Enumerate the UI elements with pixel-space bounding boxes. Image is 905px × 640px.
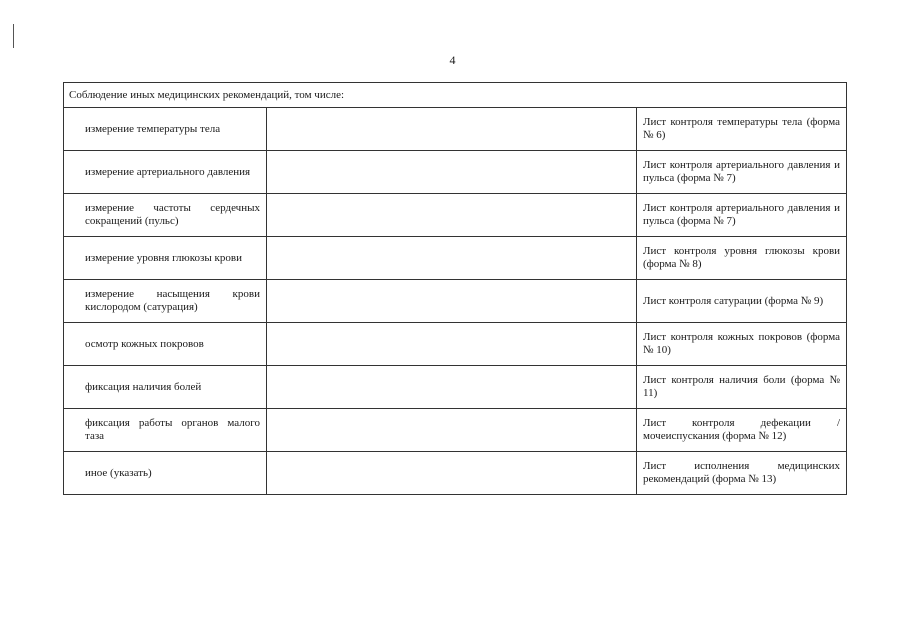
table-row (64, 151, 847, 194)
item-form-cell: Лист контроля сатурации (форма № 9) (637, 280, 847, 323)
item-name-cell: измерение артериального давления (64, 151, 267, 194)
item-entry-cell[interactable] (267, 108, 637, 151)
recommendations-table (63, 82, 847, 495)
item-entry-cell[interactable] (267, 409, 637, 452)
table-row (64, 323, 847, 366)
table-row (64, 237, 847, 280)
item-entry-cell[interactable] (267, 194, 637, 237)
table-row (64, 194, 847, 237)
scan-edge-mark (13, 24, 14, 48)
table-row (64, 108, 847, 151)
table-row (64, 452, 847, 495)
table-row (64, 409, 847, 452)
item-form-cell: Лист контроля наличия боли (форма № 11) (637, 366, 847, 409)
item-entry-cell[interactable] (267, 366, 637, 409)
item-form-cell: Лист контроля артериального давления и пульса (форма № 7) (637, 151, 847, 194)
table-header-row (64, 83, 847, 108)
item-entry-cell[interactable] (267, 452, 637, 495)
item-form-cell: Лист исполнения медицинских рекомендаций (форма № 13) (637, 452, 847, 495)
item-form-cell: Лист контроля кожных покровов (форма № 10) (637, 323, 847, 366)
item-entry-cell[interactable] (267, 280, 637, 323)
item-name-cell: осмотр кожных покровов (64, 323, 267, 366)
item-name-cell: измерение насыщения крови кислородом (сатурация) (64, 280, 267, 323)
item-form-cell: Лист контроля температуры тела (форма № 6) (637, 108, 847, 151)
item-entry-cell[interactable] (267, 323, 637, 366)
table-header-text: Соблюдение иных медицинских рекомендаций, том числе: (64, 83, 847, 108)
item-name-cell: иное (указать) (64, 452, 267, 495)
item-name-cell: фиксация наличия болей (64, 366, 267, 409)
item-entry-cell[interactable] (267, 237, 637, 280)
item-entry-cell[interactable] (267, 151, 637, 194)
item-name-cell: измерение уровня глюкозы крови (64, 237, 267, 280)
item-name-cell: измерение температуры тела (64, 108, 267, 151)
item-name-cell: измерение частоты сердечных сокращений (пульс) (64, 194, 267, 237)
item-form-cell: Лист контроля дефекации /мочеиспускания (форма № 12) (637, 409, 847, 452)
table-row (64, 366, 847, 409)
table-row (64, 280, 847, 323)
page-number: 4 (449, 53, 456, 67)
item-name-cell: фиксация работы органов малого таза (64, 409, 267, 452)
item-form-cell: Лист контроля артериального давления и пульса (форма № 7) (637, 194, 847, 237)
item-form-cell: Лист контроля уровня глюкозы крови (форма № 8) (637, 237, 847, 280)
